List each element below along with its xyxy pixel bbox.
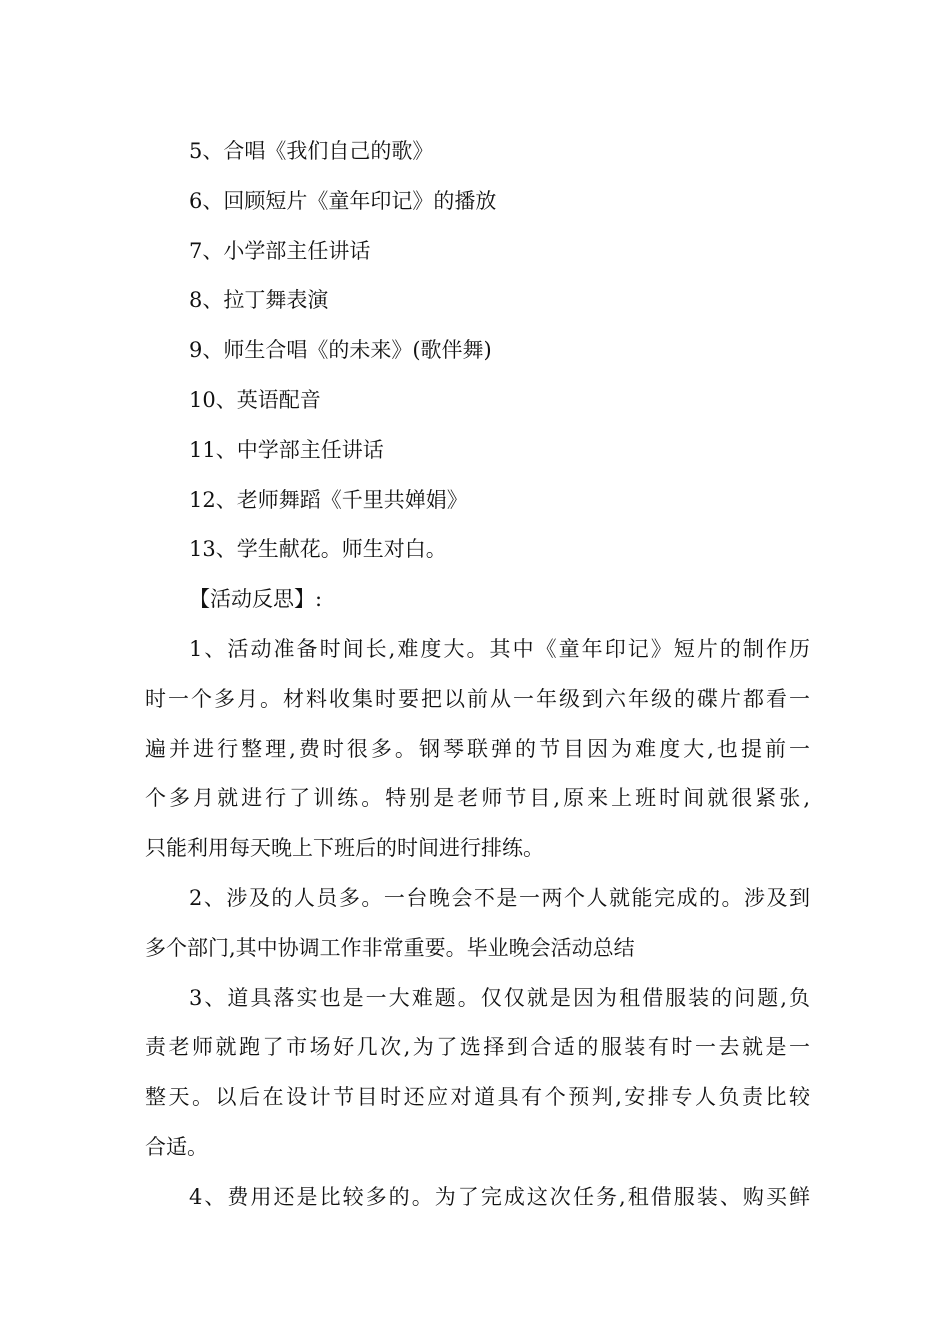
- paragraph-line: 时一个多月。材料收集时要把以前从一年级到六年级的碟片都看一: [145, 686, 810, 711]
- program-item: 8、拉丁舞表演: [189, 288, 329, 313]
- program-item: 5、合唱《我们自己的歌》: [189, 139, 434, 163]
- program-item: 6、回顾短片《童年印记》的播放: [189, 188, 497, 213]
- program-item: 9、师生合唱《的未来》(歌伴舞): [189, 338, 492, 363]
- paragraph-line: 多个部门,其中协调工作非常重要。毕业晚会活动总结: [145, 935, 635, 960]
- paragraph-line: 3、道具落实也是一大难题。仅仅就是因为租借服装的问题,负: [189, 985, 810, 1010]
- program-list: [145, 127, 810, 575]
- paragraph-line: 4、费用还是比较多的。为了完成这次任务,租借服装、购买鲜: [189, 1184, 810, 1209]
- section-heading: 【活动反思】:: [189, 587, 323, 612]
- program-item: 13、学生献花。师生对白。: [189, 537, 447, 562]
- paragraph-line: 合适。: [145, 1134, 208, 1159]
- paragraph-line: 整天。以后在设计节目时还应对道具有个预判,安排专人负责比较: [145, 1085, 810, 1110]
- paragraph-line: 责老师就跑了市场好几次,为了选择到合适的服装有时一去就是一: [145, 1035, 810, 1060]
- reflection-paragraph-3: [145, 974, 810, 1173]
- document-body: [145, 127, 810, 1223]
- program-item: 10、英语配音: [189, 387, 321, 412]
- reflection-paragraph-1: [145, 625, 810, 874]
- program-item: 11、中学部主任讲话: [189, 437, 384, 462]
- paragraph-line: 1、活动准备时间长,难度大。其中《童年印记》短片的制作历: [189, 636, 810, 661]
- paragraph-line: 只能利用每天晚上下班后的时间进行排练。: [145, 836, 544, 861]
- paragraph-line: 个多月就进行了训练。特别是老师节目,原来上班时间就很紧张,: [145, 786, 810, 811]
- paragraph-line: 2、涉及的人员多。一台晚会不是一两个人就能完成的。涉及到: [189, 885, 810, 910]
- reflection-paragraph-2: [145, 874, 810, 974]
- reflection-paragraph-4: [145, 1173, 810, 1223]
- program-item: 12、老师舞蹈《千里共婵娟》: [189, 487, 468, 512]
- paragraph-line: 遍并进行整理,费时很多。钢琴联弹的节目因为难度大,也提前一: [145, 736, 810, 761]
- program-item: 7、小学部主任讲话: [189, 238, 371, 263]
